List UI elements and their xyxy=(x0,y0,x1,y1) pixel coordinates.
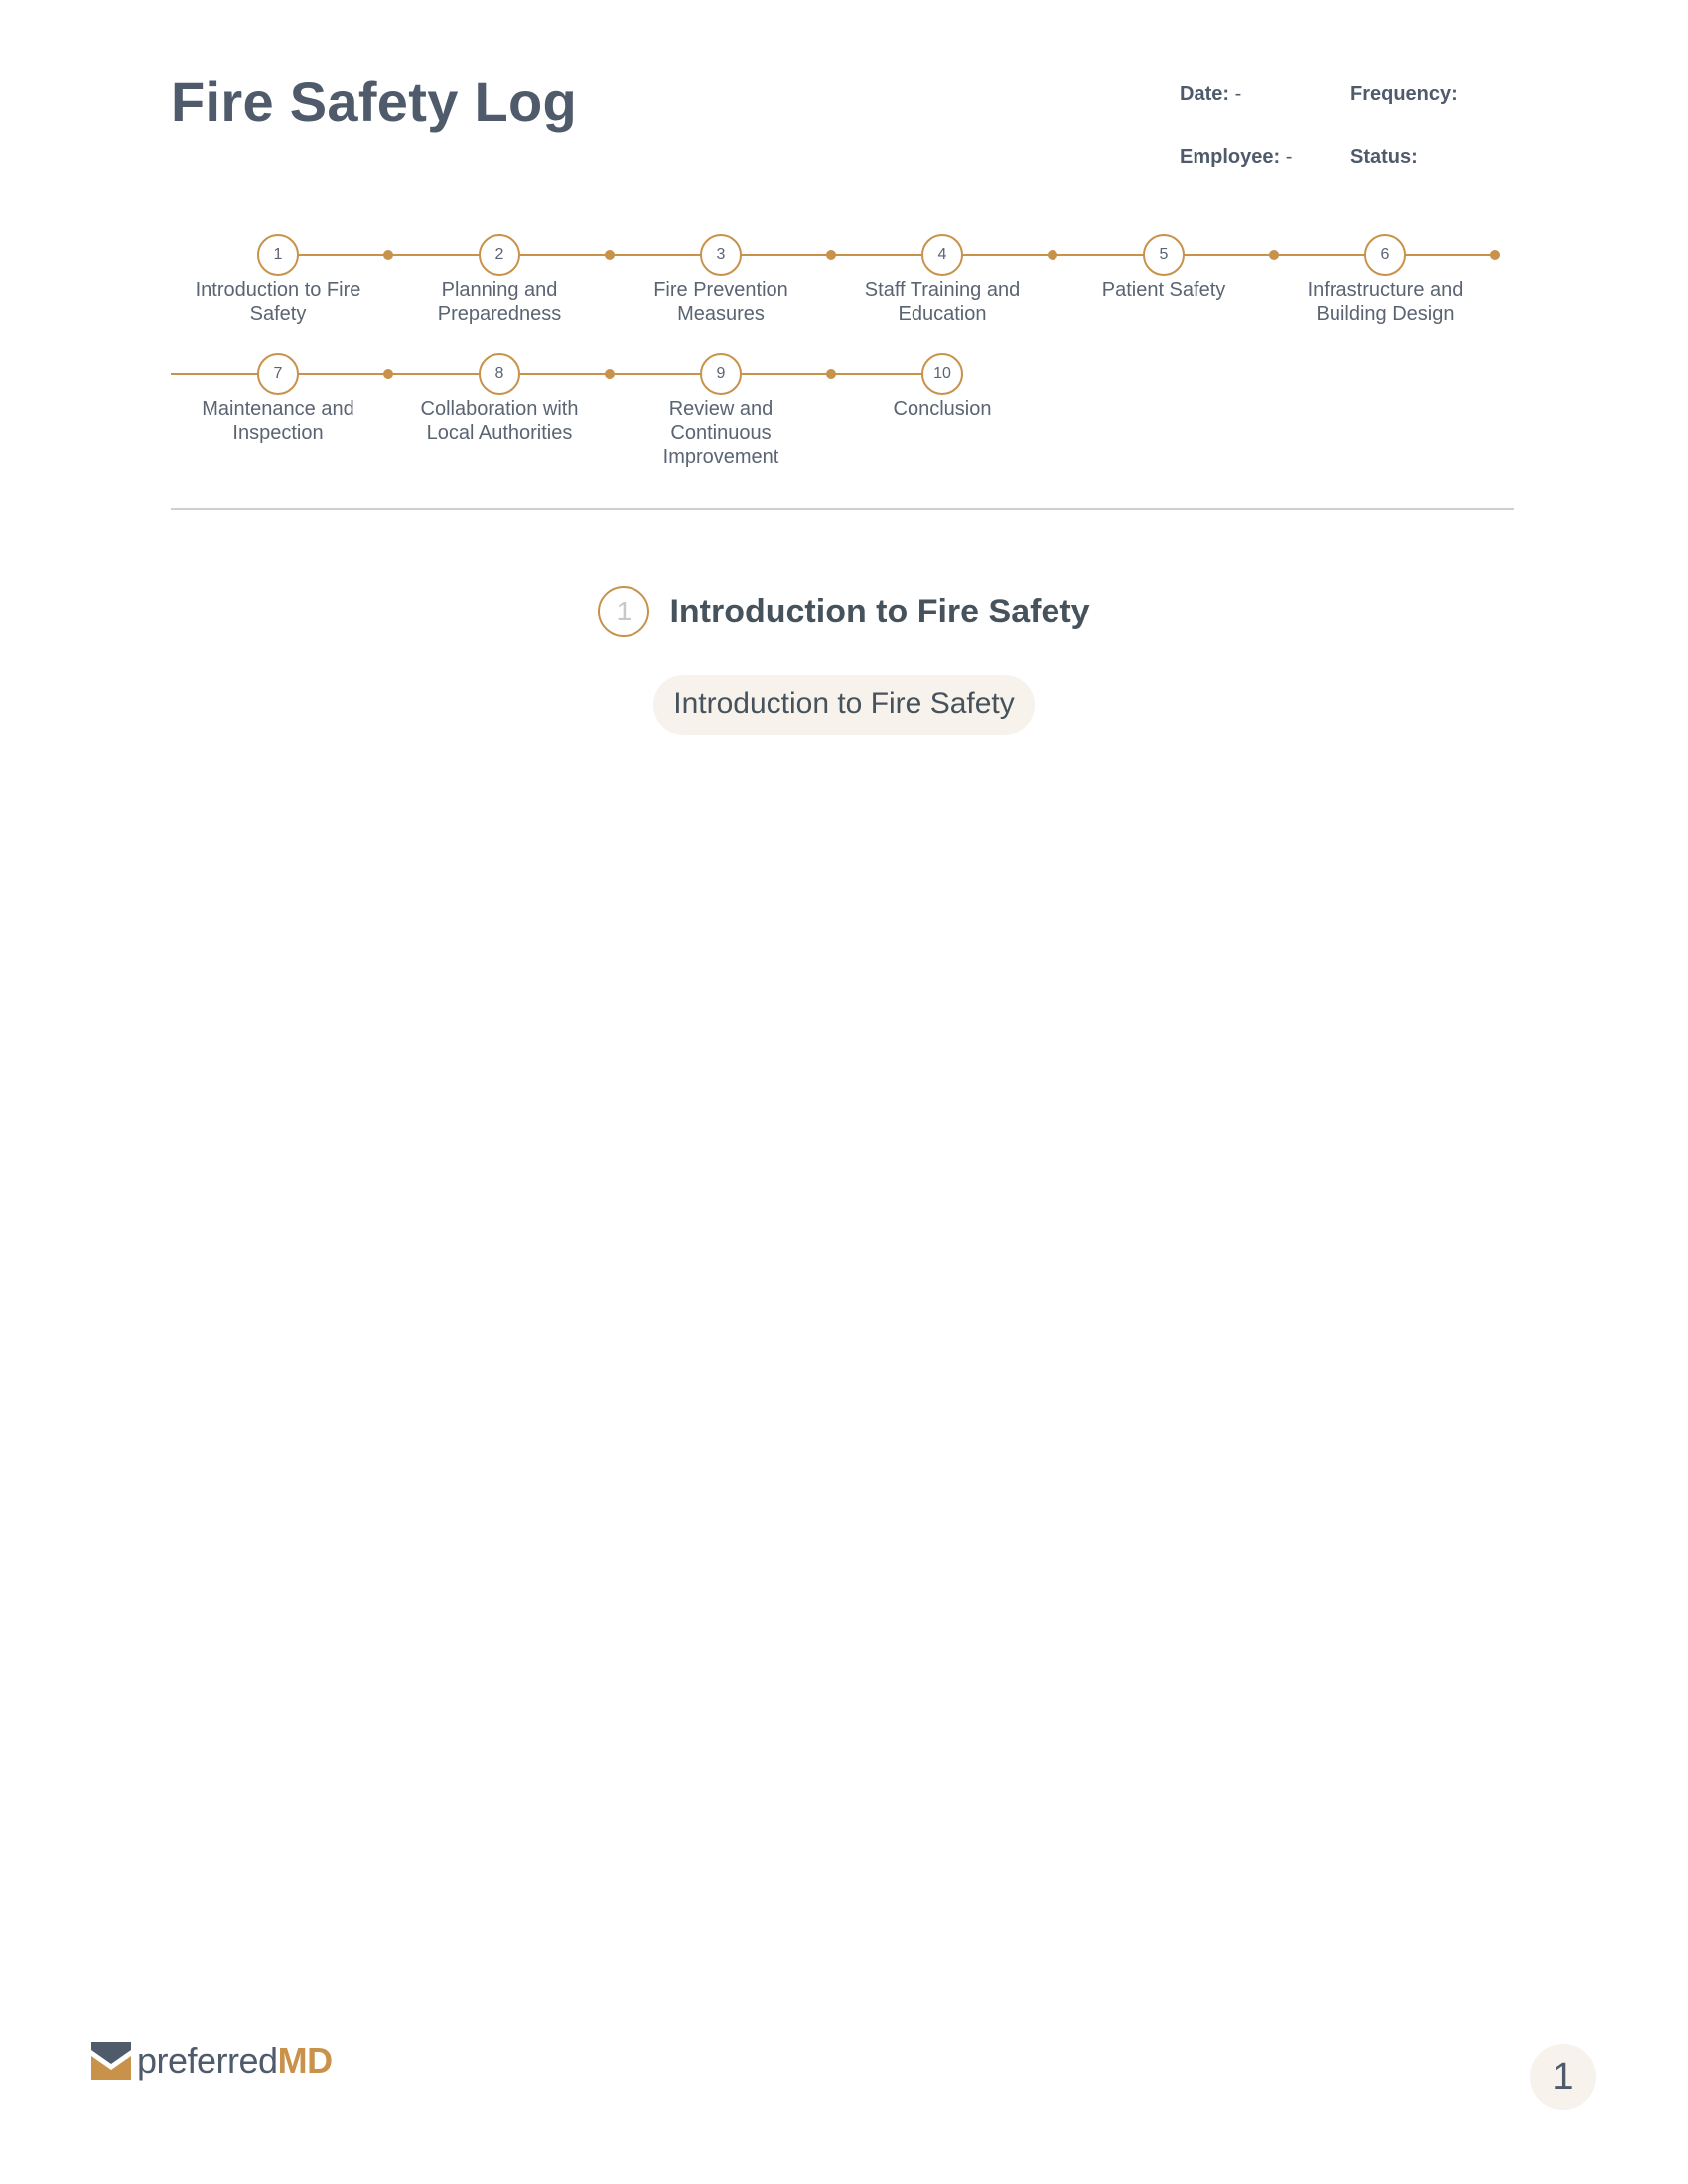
date-label: Date: xyxy=(1180,83,1230,105)
section-subtitle-pill: Introduction to Fire Safety xyxy=(653,675,1035,735)
timeline-label-6[interactable]: Infrastructure and Building Design xyxy=(1307,279,1464,325)
timeline-step-4[interactable]: 4 xyxy=(921,234,963,276)
timeline-label-9[interactable]: Review and Continuous Improvement xyxy=(662,398,779,468)
timeline-label-4[interactable]: Staff Training and Education xyxy=(864,279,1021,325)
timeline-step-3[interactable]: 3 xyxy=(700,234,742,276)
timeline-line xyxy=(278,254,1495,256)
timeline-label-2[interactable]: Planning and Preparedness xyxy=(437,279,562,325)
date-value: - xyxy=(1229,83,1242,105)
section-divider xyxy=(171,508,1514,510)
employee-value: - xyxy=(1280,146,1293,168)
timeline-dot xyxy=(605,250,615,260)
section-number-badge: 1 xyxy=(598,586,649,637)
timeline-labels-row-2 xyxy=(171,397,1514,477)
timeline-label-5[interactable]: Patient Safety xyxy=(1101,279,1226,301)
status-label: Status: xyxy=(1350,146,1418,168)
timeline-step-10[interactable]: 10 xyxy=(921,353,963,395)
frequency-label: Frequency: xyxy=(1350,83,1458,105)
timeline-labels-row-1 xyxy=(171,278,1514,338)
timeline-step-9[interactable]: 9 xyxy=(700,353,742,395)
timeline-dot xyxy=(826,369,836,379)
timeline-label-3[interactable]: Fire Prevention Measures xyxy=(653,279,788,325)
timeline-row-2 xyxy=(171,344,1514,404)
timeline-row-1 xyxy=(171,225,1514,285)
timeline-dot xyxy=(1269,250,1279,260)
timeline-step-5[interactable]: 5 xyxy=(1143,234,1185,276)
timeline-dot xyxy=(826,250,836,260)
timeline-step-6[interactable]: 6 xyxy=(1364,234,1406,276)
section-subtitle-wrap xyxy=(0,675,1688,735)
document-title: Fire Safety Log xyxy=(171,70,578,133)
checkmark-logo-icon xyxy=(91,2042,131,2080)
timeline-dot xyxy=(1490,250,1500,260)
timeline-dot xyxy=(383,369,393,379)
timeline-dot xyxy=(1048,250,1057,260)
logo-text-main: preferred xyxy=(137,2040,278,2081)
brand-logo xyxy=(91,2040,333,2082)
date-field xyxy=(1180,83,1241,106)
status-field xyxy=(1350,146,1418,169)
timeline-label-8[interactable]: Collaboration with Local Authorities xyxy=(420,398,579,444)
timeline-step-2[interactable]: 2 xyxy=(479,234,520,276)
section-title: Introduction to Fire Safety xyxy=(669,592,1090,630)
frequency-field xyxy=(1350,83,1458,106)
timeline-dot xyxy=(605,369,615,379)
logo-wordmark xyxy=(137,2040,333,2082)
timeline-step-8[interactable]: 8 xyxy=(479,353,520,395)
timeline-label-1[interactable]: Introduction to Fire Safety xyxy=(195,279,361,325)
timeline-dot xyxy=(383,250,393,260)
timeline-label-10[interactable]: Conclusion xyxy=(893,398,992,420)
employee-field xyxy=(1180,146,1292,169)
page-number-badge: 1 xyxy=(1530,2044,1596,2110)
logo-text-accent: MD xyxy=(277,2040,333,2081)
employee-label: Employee: xyxy=(1180,146,1281,168)
timeline-step-1[interactable]: 1 xyxy=(257,234,299,276)
timeline-step-7[interactable]: 7 xyxy=(257,353,299,395)
section-header xyxy=(0,586,1688,637)
timeline-label-7[interactable]: Maintenance and Inspection xyxy=(202,398,354,444)
